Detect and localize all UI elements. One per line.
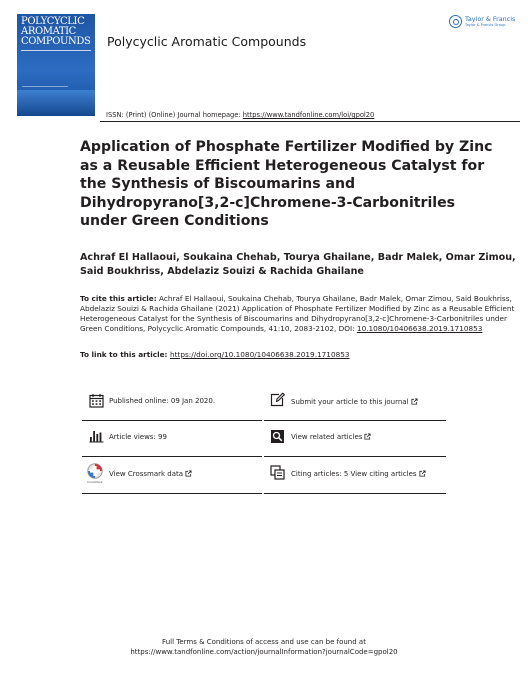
header-divider	[100, 121, 520, 122]
article-authors: Achraf El Hallaoui, Soukaina Chehab, Tourya Ghailane, Badr Malek, Omar Zimou, Said Boukhriss, Abdelaziz Souizi & Rachida Ghailane	[80, 252, 516, 277]
external-link-icon	[364, 433, 371, 440]
external-link-icon	[411, 398, 418, 405]
issn-text: ISSN: (Print) (Online) Journal homepage:	[106, 111, 243, 119]
grid-divider	[264, 456, 446, 457]
link-label: To link to this article:	[80, 350, 171, 359]
grid-divider	[264, 493, 446, 494]
pencil-edit-icon	[270, 392, 285, 407]
external-link-icon	[185, 470, 192, 477]
submit-article-label: Submit your article to this journal	[291, 398, 409, 406]
article-link-line	[80, 350, 350, 359]
taylor-francis-logo[interactable]	[449, 14, 519, 34]
grid-divider	[264, 420, 446, 421]
search-document-icon	[270, 429, 285, 444]
citation-block	[80, 294, 520, 334]
citing-articles-link[interactable]	[291, 470, 426, 478]
journal-cover-image	[17, 14, 95, 116]
crossmark-data-label: View Crossmark data	[109, 470, 184, 478]
external-link-icon	[419, 470, 426, 477]
citation-label: To cite this article:	[80, 294, 157, 303]
publisher-name: Taylor & Francis	[465, 15, 516, 23]
grid-divider	[82, 420, 262, 421]
footer-terms-link[interactable]: https://www.tandfonline.com/action/journalInformation?journalCode=gpol20	[130, 648, 398, 656]
related-articles-label: View related articles	[291, 433, 363, 441]
cover-text-line	[22, 86, 68, 87]
journal-name[interactable]: Polycyclic Aromatic Compounds	[107, 34, 307, 49]
published-online-date: Published online: 09 Jan 2020.	[109, 397, 216, 405]
citation-doi-link[interactable]: 10.1080/10406638.2019.1710853	[356, 324, 483, 333]
crossmark-data-link[interactable]	[109, 470, 192, 478]
calendar-icon	[89, 393, 104, 408]
journal-homepage-link[interactable]: https://www.tandfonline.com/loi/gpol20	[242, 111, 375, 119]
grid-divider	[82, 456, 262, 457]
issn-line	[106, 111, 374, 119]
terms-footer	[0, 637, 528, 657]
article-doi-link[interactable]: https://doi.org/10.1080/10406638.2019.1710853	[170, 350, 350, 359]
grid-divider	[82, 493, 262, 494]
citation-text: Achraf El Hallaoui, Soukaina Chehab, Tourya Ghailane, Badr Malek, Omar Zimou, Said Boukhriss, Abdelaziz Souizi & Rachida Ghailane (2021) Application of Phosphate Fertilizer Modified by Zinc as a Reusable Efficient Heterogeneous Catalyst for the Synthesis of Biscoumarins and Dihydropyrano[3,2-c]Chromene-3-Carbonitriles under Green Conditions, Polycyclic Aromatic Compounds, 41:10, 2083-2102, DOI:	[80, 294, 515, 333]
cover-title-line: COMPOUNDS	[21, 36, 91, 47]
citing-articles-label: Citing articles: 5 View citing articles	[291, 470, 417, 478]
footer-terms-text: Full Terms & Conditions of access and use can be found at	[162, 638, 366, 646]
cover-title	[21, 17, 93, 47]
cover-title-line: AROMATIC	[21, 26, 76, 37]
article-title: Application of Phosphate Fertilizer Modified by Zinc as a Reusable Efficient Heterogeneous Catalyst for the Synthesis of Biscoumarins and Dihydropyrano[3,2-c]Chromene-3-Carbonitriles under Green Conditions	[80, 139, 493, 230]
publisher-logo-icon	[449, 15, 462, 28]
cover-rule	[21, 50, 91, 51]
citing-articles-icon	[270, 465, 285, 480]
publisher-group: Taylor & Francis Group	[465, 23, 506, 27]
article-views-count: Article views: 99	[109, 433, 167, 441]
related-articles-link[interactable]	[291, 433, 371, 441]
cover-title-line: POLYCYCLIC	[21, 16, 85, 27]
crossmark-badge-label: CrossMark	[87, 480, 103, 484]
cover-band	[17, 90, 95, 116]
submit-article-link[interactable]	[291, 398, 418, 406]
bar-chart-icon	[89, 428, 104, 443]
